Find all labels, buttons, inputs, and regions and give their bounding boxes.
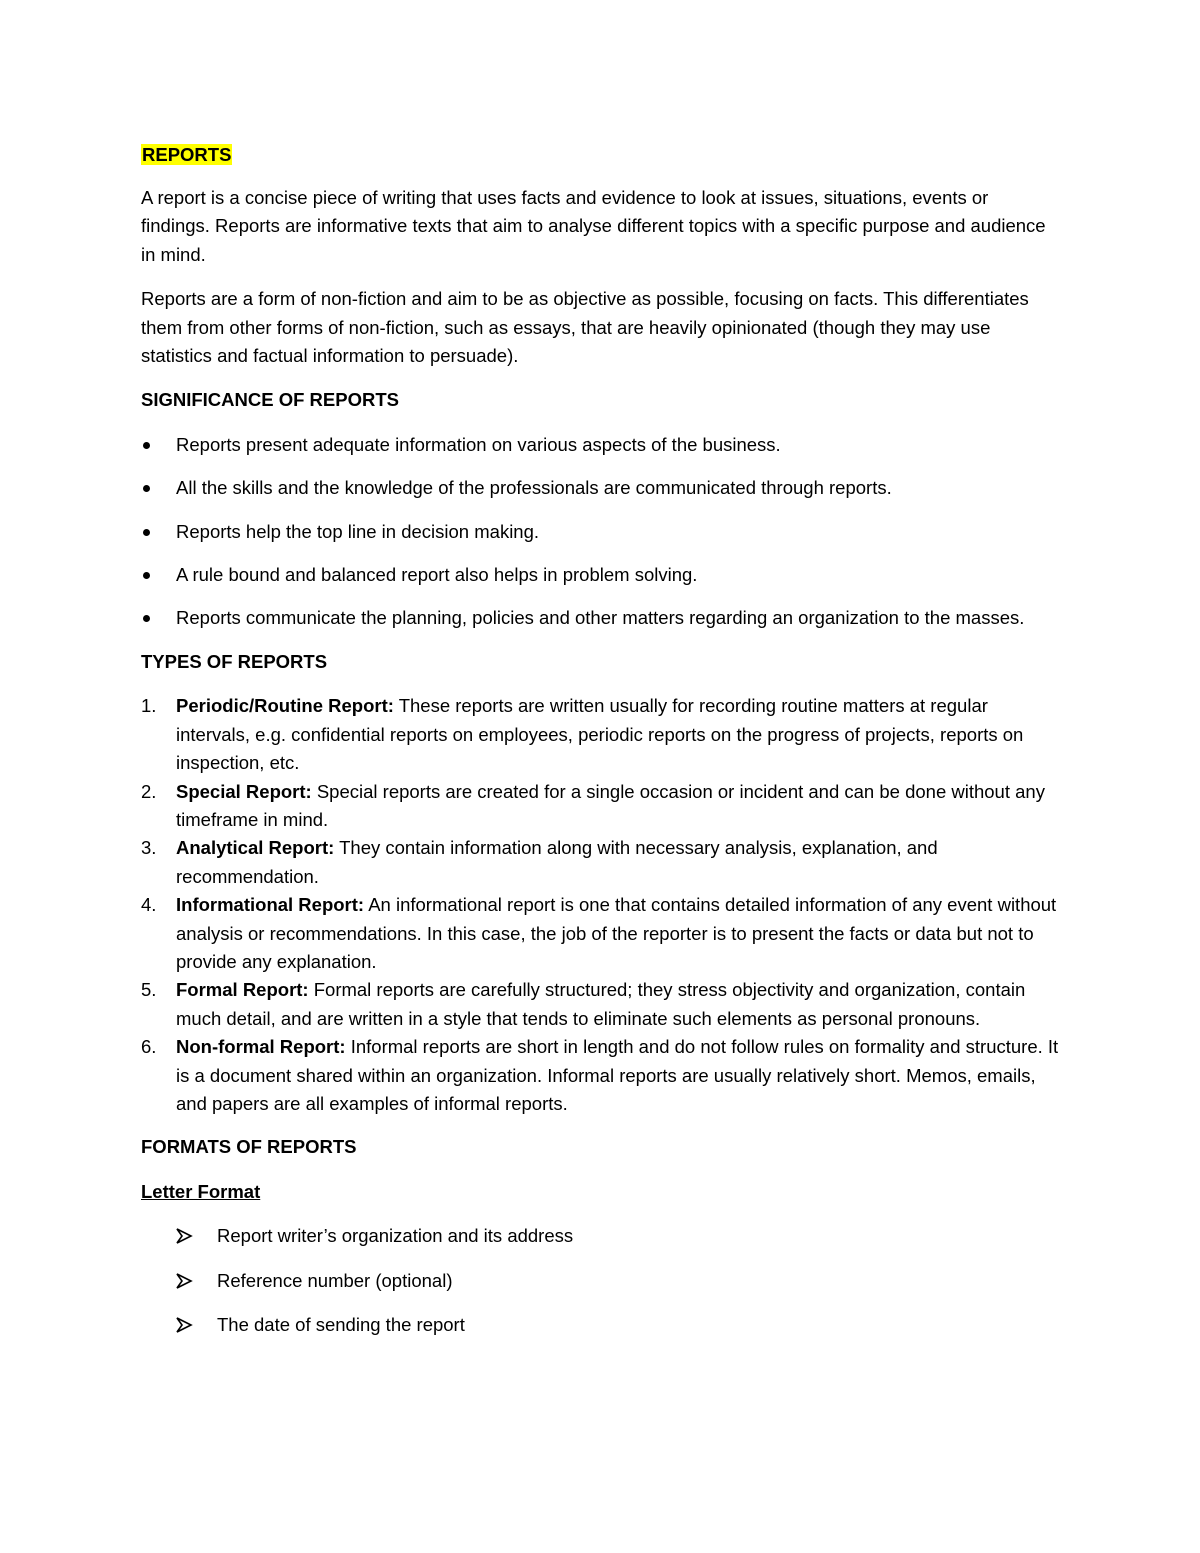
types-list [141,692,1061,1118]
bullet-icon [143,485,150,492]
list-item [141,431,1061,459]
letter-format-heading: Letter Format [141,1180,261,1202]
item-number: 6. [141,1036,157,1058]
bullet-icon [143,529,150,536]
item-description: Informal reports are short in length and do not follow rules on formality and structure. It is a document shared within an organization. Informal reports are usually relatively short. Memos, emails, and papers are all examples of informal reports. [176,1036,1059,1114]
title-row [141,141,1061,169]
item-term: Informational Report: [176,894,365,916]
item-term: Special Report: [176,780,312,802]
item-number: 3. [141,837,157,859]
arrowhead-bullet-icon [175,1317,193,1333]
item-description: They contain information along with necessary analysis, explanation, and recommendation. [176,837,938,887]
page-title: REPORTS [142,144,232,165]
intro-paragraph: Reports are a form of non-fiction and aim to be as objective as possible, focusing on facts. This differentiates them from other forms of non-fiction, such as essays, that are heavily opinionated (though they may use statistics and factual information to persuade). [141,288,1029,367]
list-item [141,604,1061,632]
list-item [141,891,1061,976]
item-number: 1. [141,695,157,717]
list-item-text: Reports help the top line in decision making. [176,520,540,542]
list-item-text: Reports present adequate information on various aspects of the business. [176,433,781,455]
list-item-text: The date of sending the report [217,1314,465,1335]
list-item-text: Report writer’s organization and its address [217,1225,574,1247]
list-item [141,692,1061,777]
item-description: Special reports are created for a single occasion or incident and can be done without any timeframe in mind. [176,780,1045,830]
list-item [141,474,1061,502]
list-item [141,1033,1061,1118]
arrowhead-bullet-icon [175,1273,193,1289]
list-item-text: All the skills and the knowledge of the professionals are communicated through reports. [176,477,892,499]
bullet-icon [143,572,150,579]
document-page [141,141,1061,1355]
significance-heading: SIGNIFICANCE OF REPORTS [141,389,399,411]
letter-format-list [141,1222,1061,1339]
formats-heading: FORMATS OF REPORTS [141,1136,357,1158]
arrowhead-bullet-icon [175,1228,193,1244]
list-item [141,561,1061,589]
list-item-text: Reference number (optional) [217,1269,453,1291]
item-description: An informational report is one that contains detailed information of any event without analysis or recommendations. In this case, the job of the reporter is to present the facts or data but not to provide any explanation. [176,894,1057,972]
bullet-icon [143,442,150,449]
item-term: Non-formal Report: [176,1036,346,1058]
list-item [141,834,1061,891]
types-heading: TYPES OF REPORTS [141,650,328,672]
list-item [141,976,1061,1033]
item-term: Periodic/Routine Report: [176,695,394,717]
bullet-icon [143,615,150,622]
list-item [141,1222,1061,1250]
item-number: 2. [141,780,157,802]
list-item-text: Reports communicate the planning, policies and other matters regarding an organization to the masses. [176,607,1025,629]
list-item [141,1311,1061,1339]
item-number: 5. [141,979,157,1001]
item-number: 4. [141,894,157,916]
item-description: Formal reports are carefully structured; they stress objectivity and organization, contain much detail, and are written in a style that tends to eliminate such elements as personal pronouns. [176,979,1026,1029]
item-term: Formal Report: [176,979,309,1001]
item-description: These reports are written usually for recording routine matters at regular intervals, e.g. confidential reports on employees, periodic reports on the progress of projects, reports on inspection, etc. [176,695,1024,774]
significance-list [141,431,1061,633]
intro-paragraph: A report is a concise piece of writing that uses facts and evidence to look at issues, situations, events or findings. Reports are informative texts that aim to analyse different topics with a specific purpose and audience in mind. [141,187,1046,265]
item-term: Analytical Report: [176,837,335,859]
list-item-text: A rule bound and balanced report also helps in problem solving. [176,564,698,586]
list-item [141,518,1061,546]
list-item [141,778,1061,835]
list-item [141,1267,1061,1295]
